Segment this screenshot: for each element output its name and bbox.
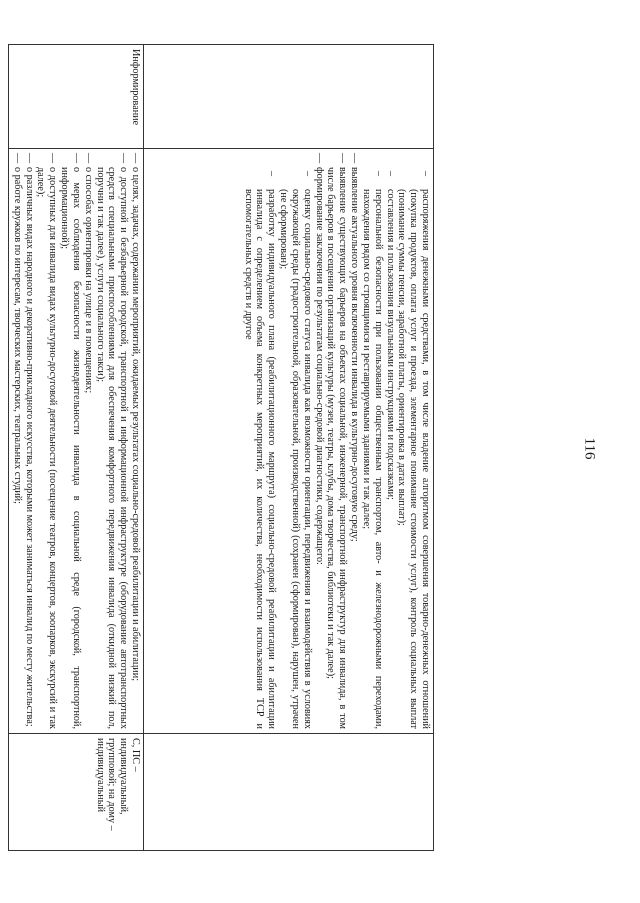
list-item-text: о целях, задачах, содержании мероприятий, ожидаемых результатах социально-средовой реабилитации и абилитации; <box>130 167 141 682</box>
list-marker: — <box>70 153 82 164</box>
list-marker: — <box>118 153 130 164</box>
list-item-text: о доступных для инвалида видах культурно-досуговой деятельности (посещение театров, концертов, зоопарков, экскурсий и так далее); <box>35 167 59 729</box>
content-cell <box>144 149 434 734</box>
list-item <box>325 153 349 729</box>
list-marker: – <box>420 171 431 177</box>
list-item-text: распоряжения денежными средствами, в том числе владение алгоритмом совершения товарно-денежных отношений (покупка продуктов, оплата услуг и проезда, элементарное понимание стоимости услуг), контроль социальных выплат (понимание суммы пенсии, заработной платы, ориентировка в датах выплат); <box>396 189 431 729</box>
rotated-table-sheet <box>11 44 434 850</box>
list-item-text: персональной безопасности при пользовании общественным транспортом, авто- и железнодорожными переходами, нахождения рядом со строящимися и реставрируемыми зданиями и так далее; <box>360 189 384 729</box>
list-marker: — <box>313 153 325 164</box>
list-item <box>242 153 277 729</box>
list-item <box>313 153 325 729</box>
list-item <box>348 153 360 729</box>
list-item-text: формирование заключения по результатам социально-средовой диагностики, содержащего: <box>313 167 325 565</box>
list-item-text: о доступной и безбарьерной городской, транспортной и информационной инфраструктуре (оборудование автотранспортных средств специальными приспособлениями для обеспечения комфортного передвижения инвалида (откидной низкий пол, поручни и так далее), услуги социального такси); <box>94 167 130 729</box>
list-marker: – <box>266 171 278 177</box>
form-cell <box>144 734 434 851</box>
form-cell: С, ПС – индивидуальный, групповой; на дому – индивидуальный <box>8 734 143 851</box>
list-marker: — <box>82 153 94 164</box>
list-item <box>58 153 82 729</box>
list-item <box>35 153 59 729</box>
list-item <box>384 153 396 729</box>
section-cell: Информирование <box>8 45 143 149</box>
list-item-text: о мерах соблюдения безопасности жизнедеятельности инвалида в социальной среде (городской, транспортной, информационной); <box>59 167 82 729</box>
list-item-text: о работе кружков по интересам, творческих мастерских, театральных студий; <box>11 167 23 504</box>
list-item <box>82 153 94 729</box>
list-item <box>129 153 141 729</box>
list-item-text: выявление актуального уровня включенности инвалида в культурно-досуговую среду; <box>349 167 361 542</box>
list-item-text: составления и пользования визуальными инструкциями и подсказками; <box>384 189 396 500</box>
list-marker: — <box>337 153 349 164</box>
list-item <box>360 153 384 729</box>
list-item-text: разработку индивидуального плана (реабилитационного маршрута) социально-средовой реабилитации и абилитации инвалида с определением объема конкретных мероприятий, их количества, необходимости использования ТСР и вспомогательных средств и другое <box>242 189 278 729</box>
list-item-text: выявление существующих барьеров на объектах социальной, инженерной, транспортной инфраструктур для инвалида, в том числе барьеров в посещении организаций культуры (музеи, театры, клубы, дома творчества, библиотеки и так далее); <box>325 167 349 729</box>
list-marker: — <box>130 153 141 164</box>
list-item <box>11 153 23 729</box>
list-item <box>396 153 431 729</box>
list-marker: – <box>301 171 313 177</box>
list-item-text: о различных видах народного и декоративно-прикладного искусства, которыми может заниматься инвалид по месту жительства; <box>23 167 35 727</box>
section-cell <box>144 45 434 149</box>
list-marker: — <box>23 153 35 164</box>
list-item-text: оценку социально-средового статуса инвалида как возможности ориентации, передвижения и взаимодействия в условиях окружающей среды (градостроительной, образовательной, производственной) (сохранен (сформирован), нарушен, утрачен (не сформирован); <box>278 189 313 729</box>
content-cell <box>8 149 143 734</box>
list-marker: — <box>11 153 23 164</box>
table-row <box>8 45 143 851</box>
table-row <box>144 45 434 851</box>
services-table <box>8 44 434 851</box>
list-item <box>277 153 312 729</box>
page-number: 116 <box>581 437 598 460</box>
list-item <box>94 153 129 729</box>
list-item-text: о способах ориентировки на улице и в помещениях; <box>82 167 94 394</box>
list-marker: — <box>47 153 59 164</box>
list-item <box>23 153 35 729</box>
list-marker: — <box>349 153 361 164</box>
list-marker: – <box>384 171 396 177</box>
list-marker: – <box>372 171 384 177</box>
